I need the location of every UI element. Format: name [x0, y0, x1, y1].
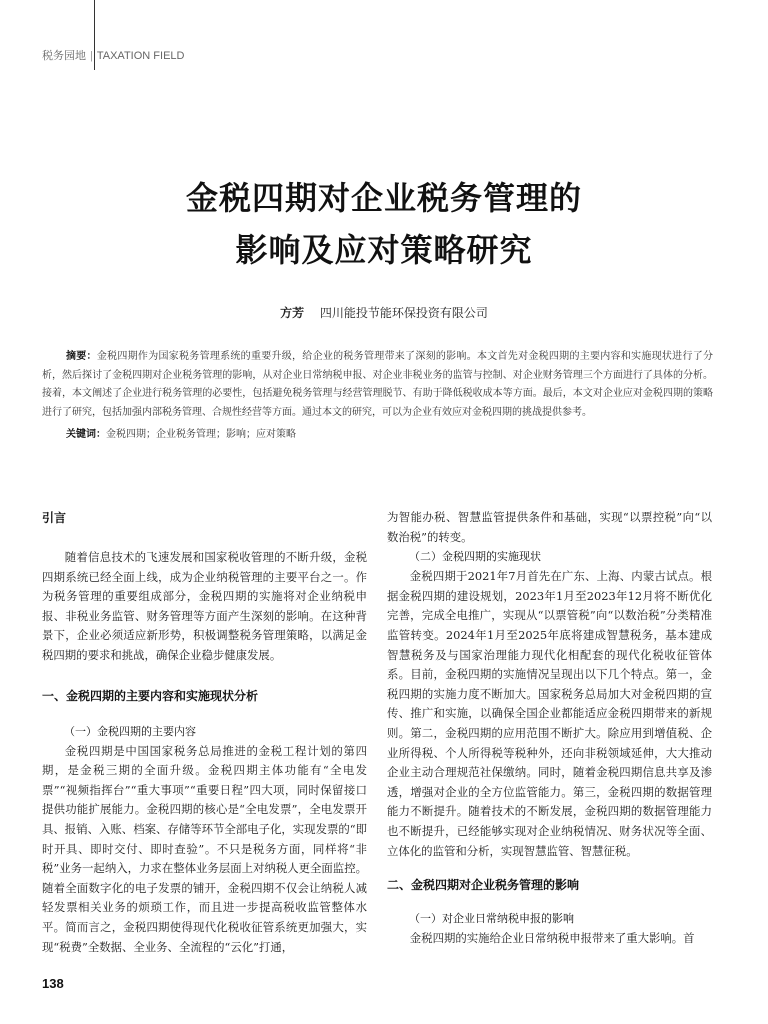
- abstract: [42, 348, 713, 422]
- right-column: [387, 508, 712, 949]
- spacer: [42, 706, 367, 722]
- subsection-1-2-heading: （二）金税四期的实施现状: [409, 550, 541, 564]
- abstract-label: 摘要：: [66, 351, 97, 362]
- subsection-1-1-paragraph: 金税四期是中国国家税务总局推进的金税工程计划的第四期，是金税三期的全面升级。金税四期主体功能有“全电发票”“视频指挥台”“重大事项”“重要日程”四大项，同时保留接口提供功能扩展能力。金税四期的核心是“全电发票”，全电发票开具、报销、入账、档案、存储等环节全部电子化，实现发票的“即时开具、即时交付、即时查验”。不只是税务方面，同样将“非税”业务一起纳入，力求在整体业务层面上对纳税人更全面监控。随着全面数字化的电子发票的铺开，金税四期不仅会让纳税人减轻发票相关业务的烦琐工作，而且进一步提高税收监管整体水平。简而言之，金税四期使得现代化税收征管系统更加强大，实现“税费”全数据、全业务、全流程的“云化”打通，: [42, 743, 367, 954]
- abstract-block: [42, 348, 713, 445]
- subsection-2-1-paragraph: 金税四期的实施给企业日常纳税申报带来了重大影响。首: [409, 931, 695, 946]
- intro-paragraph: 随着信息技术的飞速发展和国家税收管理的不断升级，金税四期系统已经全面上线，成为企业纳税管理的主要平台之一。作为税务管理的重要组成部分，金税四期的实施将对企业纳税申报、非税业务监管、财务管理等方面产生深刻的影响。在这种背景下，企业必须适应新形势，积极调整税务管理策略，以满足金税四期的要求和挑战，确保企业稳步健康发展。: [42, 550, 367, 662]
- section-name-en: TAXATION FIELD: [96, 50, 185, 62]
- section-2-heading: 二、金税四期对企业税务管理的影响: [387, 878, 580, 893]
- running-header: [42, 47, 184, 63]
- continued-paragraph: 为智能办税、智慧监管提供条件和基础，实现“以票控税”向“以数治税”的转变。: [387, 510, 712, 544]
- section-name-cn: 税务园地: [42, 50, 86, 62]
- section-1-heading: 一、金税四期的主要内容和实施现状分析: [42, 688, 259, 703]
- keywords: [42, 426, 713, 445]
- page-number: 138: [42, 976, 64, 991]
- abstract-text: 金税四期作为国家税务管理系统的重要升级，给企业的税务管理带来了深刻的影响。本文首先对金税四期的主要内容和实施现状进行了分析，然后探讨了金税四期对企业税务管理的影响，从对企业日常纳税申报、对企业非税业务的监管与控制、对企业财务管理三个方面进行了具体的分析。接着，本文阐述了企业进行税务管理的必要性，包括避免税务管理与经营管理脱节、有助于降低税收成本等方面。最后，本文对企业应对金税四期的策略进行了研究，包括加强内部税务管理、合规性经营等方面。通过本文的研究，可以为企业有效应对金税四期的挑战提供参考。: [42, 351, 714, 418]
- subsection-2-1-heading: （一）对企业日常纳税申报的影响: [409, 912, 574, 926]
- spacer: [42, 528, 367, 548]
- byline: [0, 304, 768, 321]
- article-title: [0, 172, 768, 276]
- intro-heading: 引言: [42, 511, 67, 525]
- keywords-label: 关键词：: [66, 429, 106, 440]
- spacer: [42, 666, 367, 686]
- author-name: 方芳: [280, 306, 305, 320]
- spacer: [387, 861, 712, 875]
- keywords-text: 金税四期；企业税务管理；影响；应对策略: [106, 429, 296, 440]
- author-affiliation: 四川能投节能环保投资有限公司: [319, 306, 488, 320]
- header-separator: |: [90, 50, 93, 62]
- title-line-1: 金税四期对企业税务管理的: [185, 179, 582, 217]
- spacer: [387, 895, 712, 909]
- left-column: [42, 508, 367, 957]
- title-line-2: 影响及应对策略研究: [235, 231, 533, 269]
- subsection-1-1-heading: （一）金税四期的主要内容: [64, 724, 196, 738]
- subsection-1-2-paragraph: 金税四期于2021年7月首先在广东、上海、内蒙古试点。根据金税四期的建设规划，2023年1月至2023年12月将不断优化完善，完成全电推广，实现从“以票管税”向“以数治税”分类精准监管转变。2024年1月至2025年底将建成智慧税务，基本建成智慧税务及与国家治理能力现代化相配套的现代化税收征管体系。目前，金税四期的实施情况呈现出以下几个特点。第一，金税四期的实施力度不断加大。国家税务总局加大对金税四期的宣传、推广和实施，以确保全国企业都能适应金税四期带来的新规则。第二，金税四期的应用范围不断扩大。除应用到增值税、企业所得税、个人所得税等税种外，还向非税领域延伸，大大推动企业主动合理规范社保缴纳。同时，随着金税四期信息共享及渗透，增强对企业的全方位监管能力。第三，金税四期的数据管理能力不断提升。随着技术的不断发展，金税四期的数据管理能力也不断提升，已经能够实现对企业纳税情况、财务状况等全面、立体化的监管和分析，实现智慧监管、智慧征税。: [387, 569, 712, 858]
